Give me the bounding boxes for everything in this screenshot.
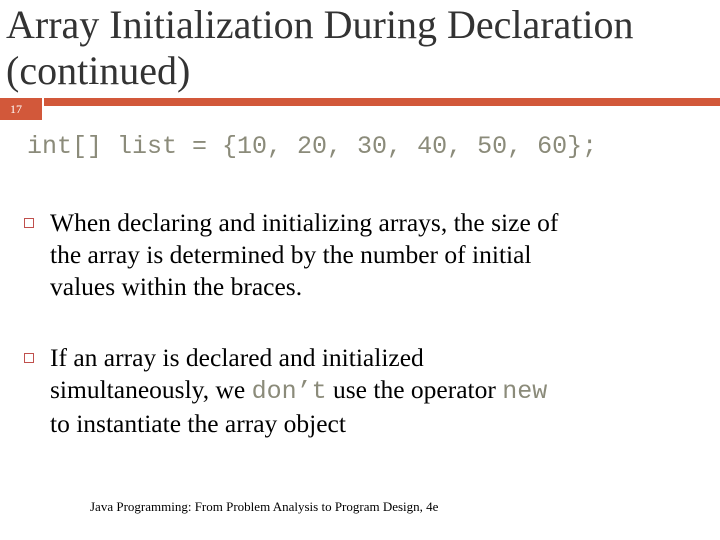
bullet-2-line-2-middle: use the operator xyxy=(326,375,503,404)
inline-code-new: new xyxy=(502,377,548,406)
bullet-2-line-2 xyxy=(50,374,700,408)
bullet-2-line-1: If an array is declared and initialized xyxy=(50,343,424,372)
code-example: int[] list = {10, 20, 30, 40, 50, 60}; xyxy=(27,132,598,161)
bullet-1-line-2: the array is determined by the number of initial xyxy=(50,240,532,269)
bullet-text-2 xyxy=(50,342,700,440)
slide-number: 17 xyxy=(0,98,42,120)
slide-title-line-2: (continued) xyxy=(6,48,191,93)
square-bullet-icon xyxy=(24,353,34,363)
bullet-text-1 xyxy=(50,207,700,303)
title-divider-bar xyxy=(44,98,720,106)
inline-code-dont: don’t xyxy=(251,377,327,406)
bullet-2-line-2-prefix: simultaneously, we xyxy=(50,375,252,404)
slide-title xyxy=(6,2,716,94)
footer-citation: Java Programming: From Problem Analysis to Program Design, 4e xyxy=(90,499,439,514)
slide-title-line-1: Array Initialization During Declaration xyxy=(6,2,634,47)
bullet-1-line-1: When declaring and initializing arrays, the size of xyxy=(50,208,559,237)
bullet-2-line-3: to instantiate the array object xyxy=(50,409,346,438)
bullet-1-line-3: values within the braces. xyxy=(50,272,303,301)
square-bullet-icon xyxy=(24,218,34,228)
